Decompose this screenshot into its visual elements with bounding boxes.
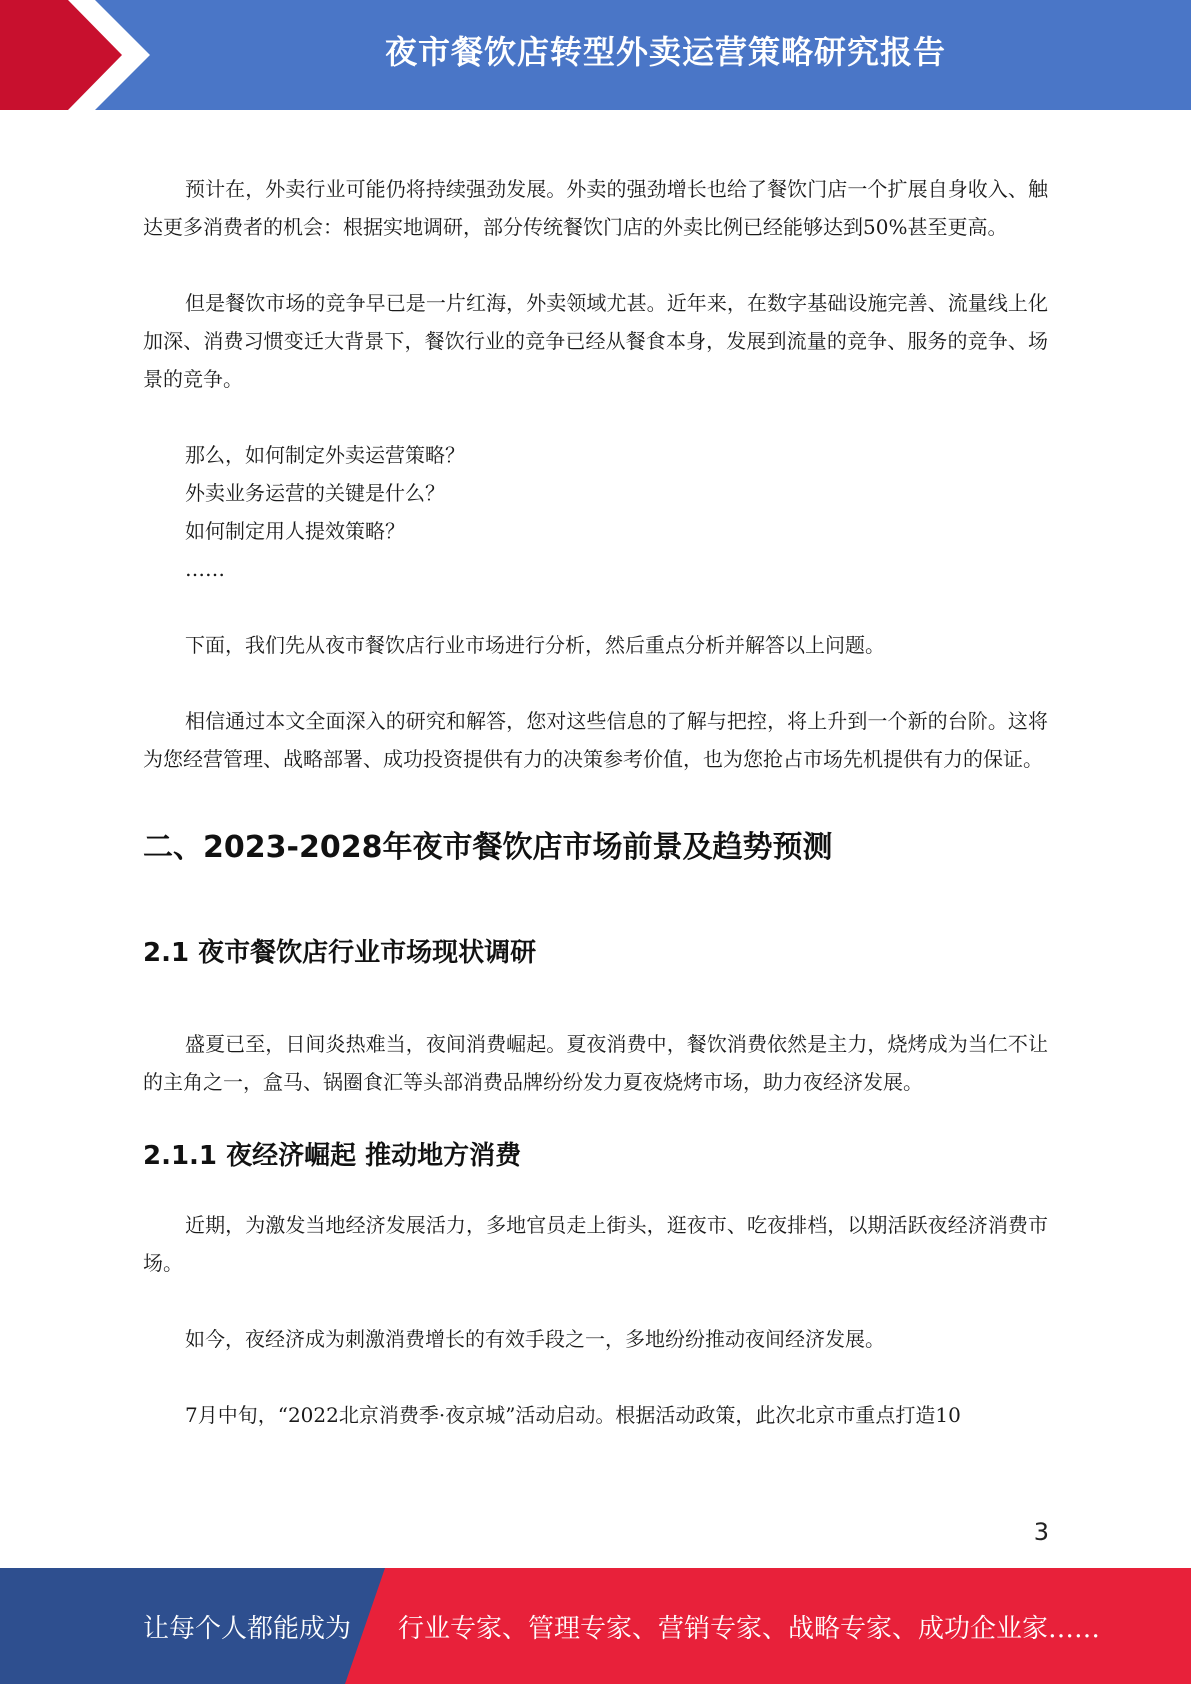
paragraph-6: 近期，为激发当地经济发展活力，多地官员走上街头，逛夜市、吃夜排档，以期活跃夜经济消费市场。 bbox=[143, 1213, 1048, 1275]
page-footer bbox=[0, 1568, 1191, 1684]
paragraph-1: 预计在，外卖行业可能仍将持续强劲发展。外卖的强劲增长也给了餐饮门店一个扩展自身收入、触达更多消费者的机会：根据实地调研，部分传统餐饮门店的外卖比例已经能够达到50%甚至更高。 bbox=[143, 177, 1048, 239]
paragraph-4: 相信通过本文全面深入的研究和解答，您对这些信息的了解与把控，将上升到一个新的台阶。这将为您经营管理、战略部署、成功投资提供有力的决策参考价值，也为您抢占市场先机提供有力的保证。 bbox=[143, 709, 1048, 771]
footer-slogan-left: 让每个人都能成为 bbox=[143, 1613, 352, 1644]
paragraph-3: 下面，我们先从夜市餐饮店行业市场进行分析，然后重点分析并解答以上问题。 bbox=[185, 633, 885, 657]
question-1: 那么，如何制定外卖运营策略？ bbox=[185, 443, 465, 467]
paragraph-8: 7月中旬，“2022北京消费季·夜京城”活动启动。根据活动政策，此次北京市重点打造10 bbox=[185, 1403, 961, 1427]
subsection-heading-2-1-1: 2.1.1 夜经济崛起 推动地方消费 bbox=[143, 1141, 522, 1171]
document-body bbox=[143, 170, 1048, 1434]
page-number: 3 bbox=[1033, 1518, 1049, 1546]
question-2: 外卖业务运营的关键是什么？ bbox=[185, 481, 445, 505]
question-ellipsis: …… bbox=[185, 557, 225, 581]
page-header bbox=[0, 0, 1191, 110]
paragraph-2: 但是餐饮市场的竞争早已是一片红海，外卖领域尤甚。近年来，在数字基础设施完善、流量线上化加深、消费习惯变迁大背景下，餐饮行业的竞争已经从餐食本身，发展到流量的竞争、服务的竞争、场景的竞争。 bbox=[143, 291, 1048, 391]
subsection-heading-2-1: 2.1 夜市餐饮店行业市场现状调研 bbox=[143, 938, 537, 968]
paragraph-5: 盛夏已至，日间炎热难当，夜间消费崛起。夏夜消费中，餐饮消费依然是主力，烧烤成为当仁不让的主角之一，盒马、锅圈食汇等头部消费品牌纷纷发力夏夜烧烤市场，助力夜经济发展。 bbox=[143, 1032, 1048, 1094]
header-title: 夜市餐饮店转型外卖运营策略研究报告 bbox=[384, 33, 946, 71]
section-heading-2: 二、2023-2028年夜市餐饮店市场前景及趋势预测 bbox=[143, 830, 833, 865]
question-3: 如何制定用人提效策略？ bbox=[185, 519, 405, 543]
footer-slogan-right: 行业专家、管理专家、营销专家、战略专家、成功企业家…… bbox=[398, 1613, 1101, 1644]
paragraph-7: 如今，夜经济成为刺激消费增长的有效手段之一，多地纷纷推动夜间经济发展。 bbox=[185, 1327, 885, 1351]
